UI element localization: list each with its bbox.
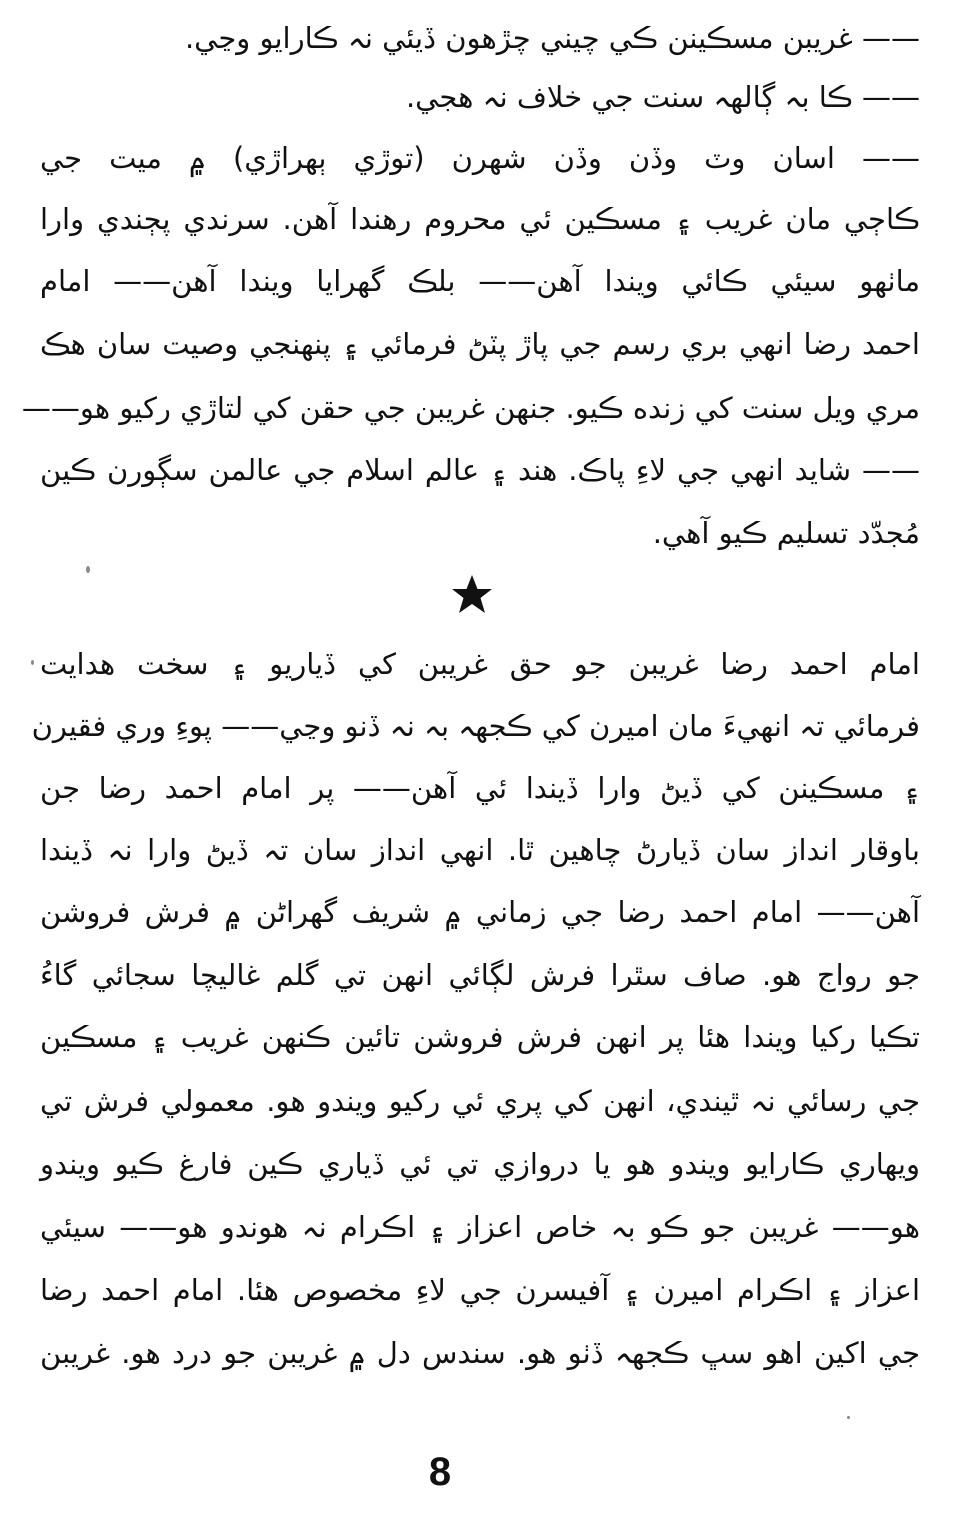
text-line: جو رواج هو. صاف سٿرا فرش لڳائي انهن تي گلم غاليچا سجائي گاءُ [40, 958, 920, 992]
text-line: هو—— غريبن جو ڪو بہ خاص اعزاز ۽ اڪرام نہ هوندو هو—— سيئي [40, 1210, 920, 1244]
text-line: احمد رضا انهي بري رسم جي پاڙ پٽڻ فرمائي ۽ پنهنجي وصيت سان هڪ [40, 327, 920, 361]
text-line: امام احمد رضا غريبن جو حق غريبن کي ڏياريو ۽ سخت هدايت [40, 647, 920, 681]
star-icon [450, 572, 494, 616]
text-line: جي اکين اهو سڀ ڪجهہ ڏٺو هو. سندس دل ۾ غريبن جو درد هو. غريبن [40, 1336, 920, 1370]
text-line: اعزاز ۽ اڪرام اميرن ۽ آفيسرن جي لاءِ مخصوص هئا. امام احمد رضا [40, 1273, 920, 1307]
text-line: —— ڪا بہ ڳالهہ سنت جي خلاف نہ هجي. [405, 80, 920, 114]
text-line: مُجدّد تسليم ڪيو آهي. [652, 516, 920, 550]
text-line: —— اسان وٽ وڏن وڏن شهرن (توڙي ٻهراڙي) ۾ ميت جي [40, 141, 920, 175]
text-line: ۽ مسڪينن کي ڏيڻ وارا ڏيندا ئي آهن—— پر امام احمد رضا جن [40, 771, 920, 805]
text-line: آهن—— امام احمد رضا جي زماني ۾ شريف گهراڻن ۾ فرش فروشن [40, 895, 920, 929]
text-line: —— شايد انهي جي لاءِ پاڪ. هند ۽ عالم اسلام جي عالمن سڳورن ڪين [40, 453, 920, 487]
text-line: باوقار انداز سان ڏيارڻ چاهين ٿا. انهي انداز سان تہ ڏيڻ وارا نہ ڏيندا [40, 833, 920, 867]
text-line: مري ويل سنت کي زنده ڪيو. جنهن غريبن جي حقن کي لتاڙي رکيو هو—— [21, 391, 920, 425]
scan-speck [86, 566, 90, 573]
text-line: ڪاڄي مان غريب ۽ مسڪين ئي محروم رهندا آهن. سرندي پڄندي وارا [40, 202, 920, 236]
text-line: تڪيا رکيا ويندا هئا پر انهن فرش فروشن تائين ڪنهن غريب ۽ مسڪين [40, 1020, 920, 1054]
text-line: ماٺهو سيئي ڪائي ويندا آهن—— بلڪ گهرايا ويندا آهن—— امام [40, 264, 920, 298]
text-line: —— غريبن مسڪينن ڪي چيني چڙهون ڏيئي نہ ڪارايو وڃي. [184, 21, 920, 55]
page-number: 8 [428, 1450, 452, 1494]
scan-speck [847, 1416, 850, 1419]
text-line: جي رسائي نہ ٿيندي، انهن کي پري ئي رکيو ويندو هو. معمولي فرش تي [40, 1084, 920, 1118]
text-line: ويهاري ڪارايو ويندو هو يا دروازي تي ئي ڏياري ڪين فارغ ڪيو ويندو [40, 1147, 920, 1181]
scan-speck [31, 660, 34, 665]
text-line: فرمائي تہ انهيءَ مان اميرن کي ڪجهہ بہ نہ ڏنو وڃي—— پوءِ وري فقيرن [31, 709, 920, 743]
